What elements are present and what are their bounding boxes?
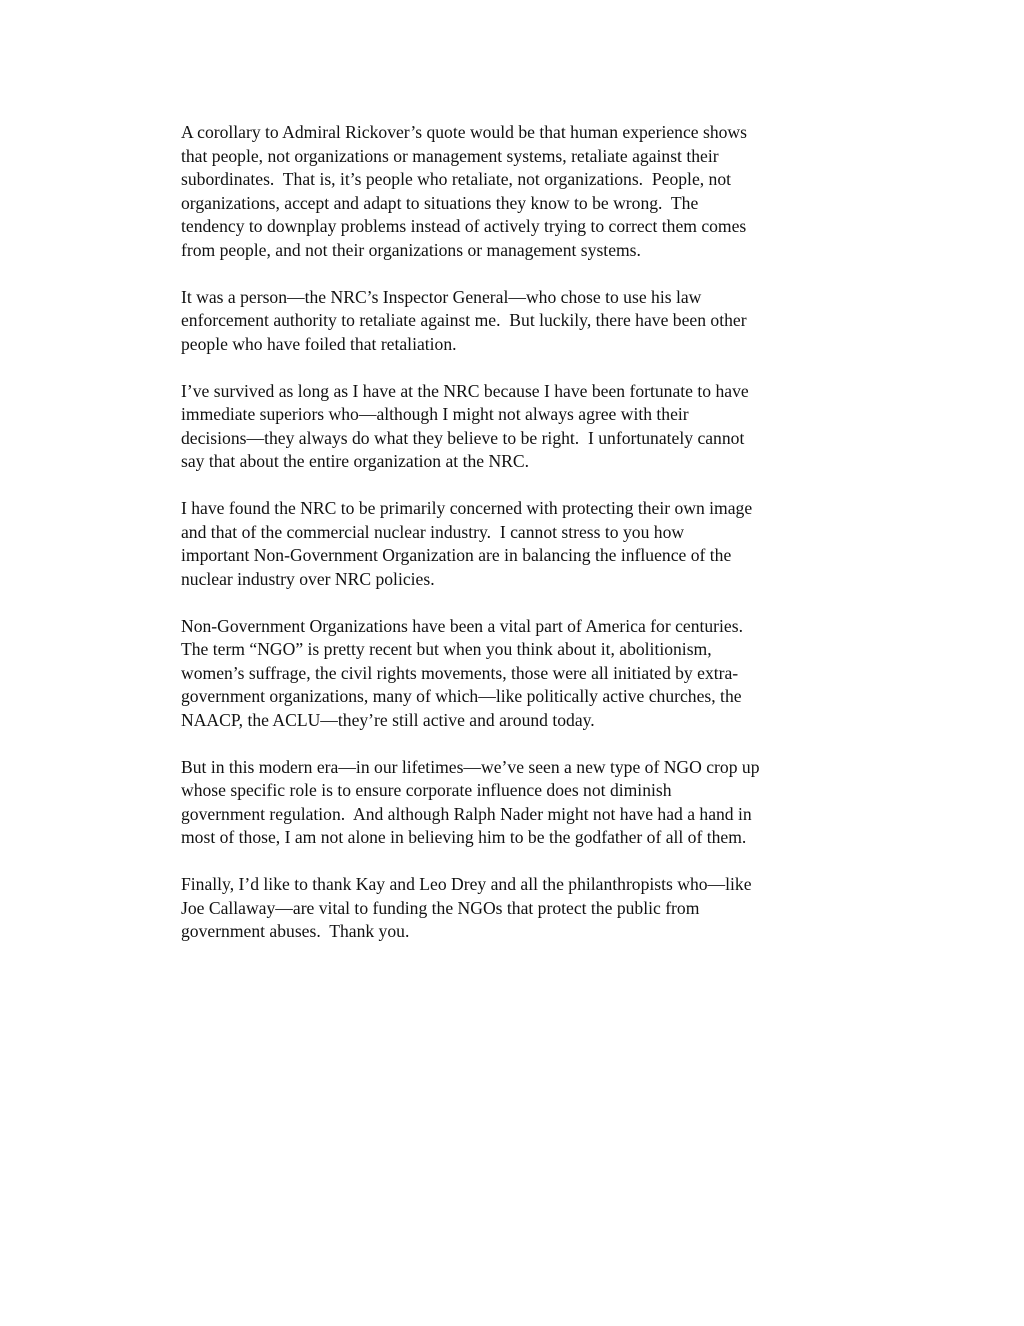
text-line: subordinates. That is, it’s people who retaliate, not organizations. People, not [181,169,732,189]
text-line: government organizations, many of which—like politically active churches, the [181,686,742,706]
text-line: But in this modern era—in our lifetimes—we’ve seen a new type of NGO crop up [181,756,760,777]
text-line: Non-Government Organizations have been a vital part of America for centuries. [181,615,743,636]
paragraph-4 [181,497,881,591]
text-line: NAACP, the ACLU—they’re still active and around today. [181,709,595,730]
paragraph-2 [181,286,881,357]
text-line: A corollary to Admiral Rickover’s quote would be that human experience shows [181,122,747,142]
text-line: and that of the commercial nuclear industry. I cannot stress to you how [181,521,685,542]
text-line: I have found the NRC to be primarily concerned with protecting their own image [181,498,753,518]
text-line: women’s suffrage, the civil rights movements, those were all initiated by extra- [181,662,739,683]
paragraph-1 [181,121,881,262]
text-line: that people, not organizations or management systems, retaliate against their [181,145,719,166]
text-line: people who have foiled that retaliation. [181,333,457,354]
paragraph-7 [181,873,881,944]
text-line: The term “NGO” is pretty recent but when you think about it, abolitionism, [181,639,712,659]
text-line: enforcement authority to retaliate against me. But luckily, there have been other [181,310,747,330]
text-line: Finally, I’d like to thank Kay and Leo Drey and all the philanthropists who—like [181,874,752,894]
text-line: government abuses. Thank you. [181,921,410,941]
text-line: immediate superiors who—although I might not always agree with their [181,404,689,424]
text-line: nuclear industry over NRC policies. [181,568,435,589]
paragraph-6 [181,756,881,850]
text-line: government regulation. And although Ralph Nader might not have had a hand in [181,803,752,824]
text-line: important Non-Government Organization are in balancing the influence of the [181,545,732,565]
text-line: Joe Callaway—are vital to funding the NGOs that protect the public from [181,897,700,918]
text-line: organizations, accept and adapt to situations they know to be wrong. The [181,192,699,213]
text-line: decisions—they always do what they believe to be right. I unfortunately cannot [181,427,745,448]
text-line: tendency to downplay problems instead of actively trying to correct them comes [181,216,747,236]
text-line: whose specific role is to ensure corporate influence does not diminish [181,780,672,800]
text-line: I’ve survived as long as I have at the NRC because I have been fortunate to have [181,380,749,401]
text-line: say that about the entire organization at the NRC. [181,451,530,471]
paragraph-3 [181,380,881,474]
paragraph-5 [181,615,881,733]
body-text [181,121,881,967]
text-line: from people, and not their organizations or management systems. [181,239,641,260]
text-line: most of those, I am not alone in believing him to be the godfather of all of them. [181,827,747,847]
text-line: It was a person—the NRC’s Inspector General—who chose to use his law [181,286,702,307]
